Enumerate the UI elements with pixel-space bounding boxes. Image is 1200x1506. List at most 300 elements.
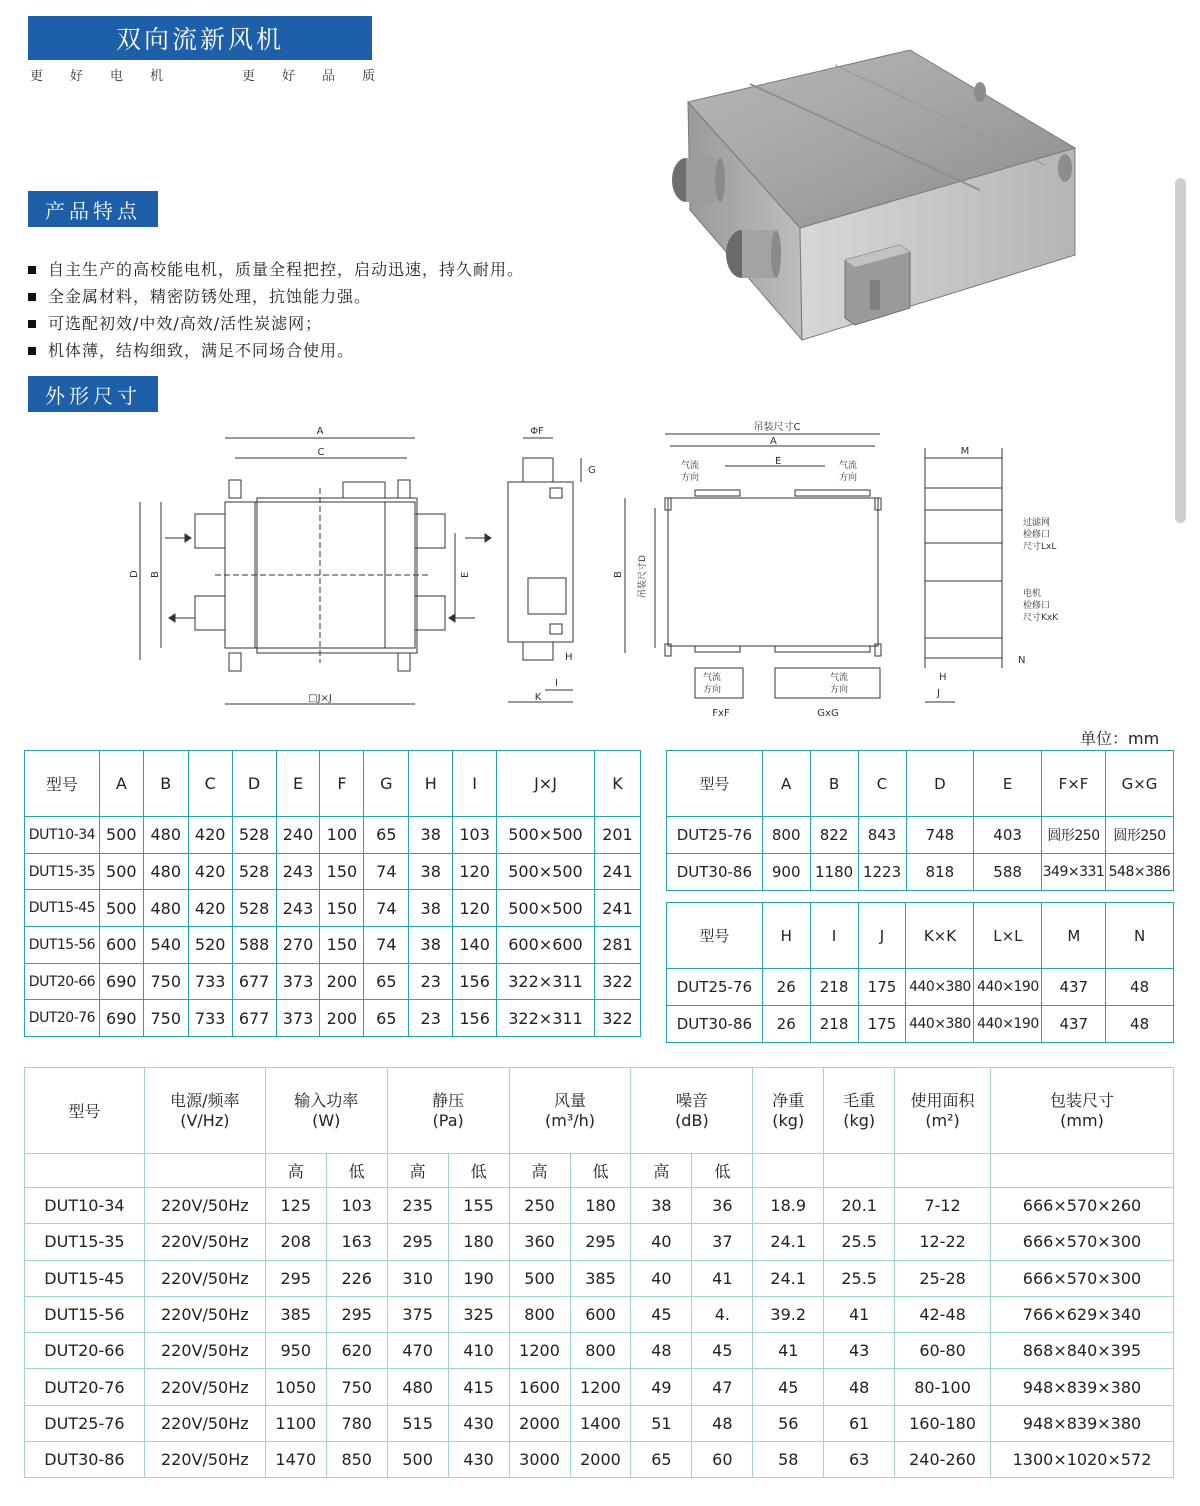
value-cell: 220V/50Hz — [144, 1296, 265, 1332]
subheader-cell: 高 — [265, 1154, 326, 1188]
value-cell: 200 — [320, 963, 364, 1000]
value-cell: 440×190 — [974, 969, 1042, 1006]
model-cell: DUT25-76 — [25, 1405, 145, 1441]
table-row — [25, 1296, 1174, 1332]
value-cell: 480 — [143, 817, 188, 854]
table-row — [25, 1333, 1174, 1369]
value-cell: 240 — [276, 817, 320, 854]
value-cell: 38 — [631, 1188, 692, 1224]
value-cell: 748 — [906, 817, 974, 854]
header-row — [667, 903, 1174, 969]
value-cell: 528 — [232, 890, 276, 927]
model-cell: DUT15-56 — [25, 1296, 145, 1332]
airflow-label: 气流 — [703, 673, 722, 683]
filter-label: 检修口 — [1023, 530, 1051, 540]
value-cell: 圆形250 — [1105, 817, 1173, 854]
empty-cell — [895, 1154, 991, 1188]
value-cell: 220V/50Hz — [144, 1260, 265, 1296]
value-cell: 220V/50Hz — [144, 1369, 265, 1405]
value-cell: 74 — [364, 890, 409, 927]
header-text: 毛重 — [843, 1090, 876, 1110]
subheader-cell: 高 — [631, 1154, 692, 1188]
slogan-char: 电 — [110, 69, 124, 84]
dim-label: K — [534, 692, 542, 703]
slogan-char: 更 — [241, 69, 255, 84]
value-cell: 103 — [326, 1188, 387, 1224]
model-cell: DUT20-66 — [25, 963, 100, 1000]
value-cell: 24.1 — [753, 1224, 824, 1260]
value-cell: 500×500 — [497, 817, 595, 854]
header-text: 输入功率 — [294, 1090, 359, 1110]
value-cell: 23 — [409, 963, 453, 1000]
feature-text: 自主生产的高校能电机，质量全程把控，启动迅速，持久耐用。 — [48, 259, 525, 279]
value-cell: 圆形250 — [1042, 817, 1106, 854]
value-cell: 38 — [409, 817, 453, 854]
header-cell: C — [858, 751, 906, 817]
value-cell: 281 — [594, 927, 640, 964]
header-text: 型号 — [68, 1102, 101, 1121]
table-row — [667, 1006, 1174, 1043]
value-cell: 25.5 — [824, 1260, 895, 1296]
value-cell: 750 — [326, 1369, 387, 1405]
value-cell: 2000 — [570, 1442, 631, 1478]
value-cell: 420 — [188, 853, 232, 890]
value-cell: 150 — [320, 927, 364, 964]
value-cell: 48 — [631, 1333, 692, 1369]
value-cell: 1100 — [265, 1405, 326, 1441]
value-cell: 750 — [143, 963, 188, 1000]
header-cell — [824, 1068, 895, 1154]
dim-label: N — [1018, 655, 1026, 666]
header-cell: G — [364, 751, 409, 817]
header-cell: A — [762, 751, 810, 817]
table-row — [667, 969, 1174, 1006]
dim-label: H — [565, 652, 573, 663]
value-cell: 180 — [570, 1188, 631, 1224]
value-cell: 120 — [453, 853, 497, 890]
value-cell: 65 — [364, 817, 409, 854]
value-cell: 868×840×395 — [991, 1333, 1174, 1369]
value-cell: 677 — [232, 1000, 276, 1037]
value-cell: 42-48 — [895, 1296, 991, 1332]
value-cell: 1200 — [509, 1333, 570, 1369]
value-cell: 49 — [631, 1369, 692, 1405]
value-cell: 270 — [276, 927, 320, 964]
header-cell: B — [810, 751, 858, 817]
value-cell: 403 — [974, 817, 1042, 854]
value-cell: 220V/50Hz — [144, 1188, 265, 1224]
value-cell: 155 — [448, 1188, 509, 1224]
header-cell — [144, 1068, 265, 1154]
header-cell — [753, 1068, 824, 1154]
value-cell: 385 — [570, 1260, 631, 1296]
value-cell: 218 — [810, 969, 858, 1006]
value-cell: 156 — [453, 1000, 497, 1037]
value-cell: 733 — [188, 963, 232, 1000]
value-cell: 1180 — [810, 854, 858, 891]
motor-label: 尺寸KxK — [1023, 613, 1059, 623]
value-cell: 80-100 — [895, 1369, 991, 1405]
slogans — [30, 65, 375, 84]
filter-label: 尺寸LxL — [1023, 542, 1057, 552]
model-cell: DUT20-76 — [25, 1369, 145, 1405]
value-cell: 61 — [824, 1405, 895, 1441]
feature-text: 全金属材料，精密防锈处理，抗蚀能力强。 — [48, 286, 372, 306]
value-cell: 4. — [692, 1296, 753, 1332]
model-cell: DUT15-56 — [25, 927, 100, 964]
header-unit: (m³/h) — [545, 1110, 596, 1130]
feature-item — [28, 283, 524, 310]
value-cell: 45 — [631, 1296, 692, 1332]
value-cell: 822 — [810, 817, 858, 854]
table-row — [25, 1260, 1174, 1296]
model-cell: DUT30-86 — [667, 1006, 763, 1043]
value-cell: 1300×1020×572 — [991, 1442, 1174, 1478]
value-cell: 48 — [1106, 1006, 1174, 1043]
model-cell: DUT15-35 — [25, 853, 100, 890]
model-cell: DUT10-34 — [25, 1188, 145, 1224]
value-cell: 588 — [232, 927, 276, 964]
dim-label: G — [588, 465, 596, 476]
value-cell: 1400 — [570, 1405, 631, 1441]
value-cell: 45 — [692, 1333, 753, 1369]
header-text: 噪音 — [675, 1090, 708, 1110]
dim-label: E — [775, 456, 782, 467]
dim-label: E — [460, 571, 471, 578]
header-cell: F — [320, 751, 364, 817]
value-cell: 620 — [326, 1333, 387, 1369]
dimensions-section-label — [28, 376, 158, 412]
direction-label: 方向 — [830, 685, 849, 695]
header-cell: B — [143, 751, 188, 817]
value-cell: 666×570×260 — [991, 1188, 1174, 1224]
value-cell: 1200 — [570, 1369, 631, 1405]
airflow-label: 气流 — [681, 461, 700, 471]
model-cell: DUT25-76 — [667, 969, 763, 1006]
header-unit: (V/Hz) — [180, 1110, 230, 1130]
header-cell — [991, 1068, 1174, 1154]
value-cell: 515 — [387, 1405, 448, 1441]
feature-text: 机体薄，结构细致，满足不同场合使用。 — [48, 340, 355, 360]
model-cell: DUT20-76 — [25, 1000, 100, 1037]
dim-label: FxF — [712, 708, 730, 719]
dimensions-section-title: 外形尺寸 — [45, 383, 141, 408]
filter-label: 过滤网 — [1023, 518, 1051, 528]
header-row — [667, 751, 1174, 817]
performance-subheader-row — [25, 1154, 1174, 1188]
header-unit: (mm) — [1060, 1110, 1104, 1130]
model-cell: DUT15-35 — [25, 1224, 145, 1260]
value-cell: 156 — [453, 963, 497, 1000]
value-cell: 190 — [448, 1260, 509, 1296]
header-cell — [895, 1068, 991, 1154]
header-cell: E — [276, 751, 320, 817]
value-cell: 39.2 — [753, 1296, 824, 1332]
table-row — [25, 1405, 1174, 1441]
value-cell: 440×190 — [974, 1006, 1042, 1043]
value-cell: 65 — [631, 1442, 692, 1478]
value-cell: 65 — [364, 1000, 409, 1037]
value-cell: 24.1 — [753, 1260, 824, 1296]
value-cell: 295 — [570, 1224, 631, 1260]
value-cell: 220V/50Hz — [144, 1224, 265, 1260]
value-cell: 373 — [276, 1000, 320, 1037]
header-cell — [631, 1068, 753, 1154]
table-row — [25, 853, 641, 890]
performance-header-row — [25, 1068, 1174, 1154]
value-cell: 140 — [453, 927, 497, 964]
value-cell: 666×570×300 — [991, 1260, 1174, 1296]
model-cell: DUT25-76 — [667, 817, 763, 854]
value-cell: 36 — [692, 1188, 753, 1224]
product-photo — [660, 40, 1090, 350]
header-cell: M — [1042, 903, 1106, 969]
direction-label: 方向 — [681, 473, 700, 483]
value-cell: 48 — [1106, 969, 1174, 1006]
dim-label: M — [960, 446, 970, 457]
value-cell: 18.9 — [753, 1188, 824, 1224]
value-cell: 430 — [448, 1442, 509, 1478]
value-cell: 540 — [143, 927, 188, 964]
value-cell: 12-22 — [895, 1224, 991, 1260]
value-cell: 420 — [188, 817, 232, 854]
value-cell: 677 — [232, 963, 276, 1000]
value-cell: 60-80 — [895, 1333, 991, 1369]
value-cell: 690 — [99, 1000, 143, 1037]
drawing-top-view — [129, 426, 491, 704]
value-cell: 37 — [692, 1224, 753, 1260]
table-row — [25, 1188, 1174, 1224]
performance-table — [24, 1067, 1174, 1478]
value-cell: 310 — [387, 1260, 448, 1296]
header-text: 静压 — [432, 1090, 465, 1110]
value-cell: 733 — [188, 1000, 232, 1037]
value-cell: 690 — [99, 963, 143, 1000]
slogan-char: 质 — [361, 69, 375, 84]
value-cell: 843 — [858, 817, 906, 854]
header-cell: I — [810, 903, 858, 969]
dim-label: B — [150, 571, 161, 578]
subheader-cell: 低 — [448, 1154, 509, 1188]
value-cell: 20.1 — [824, 1188, 895, 1224]
feature-item — [28, 310, 524, 337]
value-cell: 295 — [265, 1260, 326, 1296]
header-cell: N — [1106, 903, 1174, 969]
slogan-char: 机 — [150, 69, 164, 84]
table-row — [667, 854, 1174, 891]
scrollbar[interactable] — [1175, 178, 1186, 523]
empty-cell — [991, 1154, 1174, 1188]
value-cell: 500×500 — [497, 853, 595, 890]
model-cell: DUT15-45 — [25, 890, 100, 927]
value-cell: 322×311 — [497, 963, 595, 1000]
value-cell: 226 — [326, 1260, 387, 1296]
value-cell: 150 — [320, 890, 364, 927]
motor-label: 检修口 — [1023, 601, 1051, 611]
slogan-left — [30, 65, 190, 84]
value-cell: 74 — [364, 853, 409, 890]
value-cell: 780 — [326, 1405, 387, 1441]
value-cell: 325 — [448, 1296, 509, 1332]
features-section-label — [28, 191, 158, 227]
header-cell: 型号 — [667, 903, 763, 969]
direction-label: 方向 — [703, 685, 722, 695]
slogan-char: 好 — [70, 69, 84, 84]
value-cell: 766×629×340 — [991, 1296, 1174, 1332]
value-cell: 950 — [265, 1333, 326, 1369]
model-cell: DUT30-86 — [25, 1442, 145, 1478]
value-cell: 437 — [1042, 1006, 1106, 1043]
value-cell: 23 — [409, 1000, 453, 1037]
value-cell: 470 — [387, 1333, 448, 1369]
value-cell: 548×386 — [1105, 854, 1173, 891]
header-cell: H — [409, 751, 453, 817]
value-cell: 900 — [762, 854, 810, 891]
value-cell: 243 — [276, 890, 320, 927]
header-unit: (kg) — [843, 1110, 876, 1130]
slogan-char: 更 — [30, 69, 44, 84]
header-text: 电源/频率 — [170, 1090, 240, 1110]
value-cell: 440×380 — [906, 1006, 974, 1043]
header-unit: (m²) — [925, 1110, 960, 1130]
dim-label: J — [937, 688, 940, 699]
value-cell: 1470 — [265, 1442, 326, 1478]
value-cell: 41 — [753, 1333, 824, 1369]
airflow-label: 气流 — [839, 461, 858, 471]
value-cell: 410 — [448, 1333, 509, 1369]
dim-label: I — [555, 678, 558, 689]
table-row — [25, 1369, 1174, 1405]
value-cell: 48 — [692, 1405, 753, 1441]
value-cell: 43 — [824, 1333, 895, 1369]
dimension-drawings — [125, 418, 1059, 723]
value-cell: 45 — [753, 1369, 824, 1405]
value-cell: 26 — [762, 1006, 810, 1043]
value-cell: 160-180 — [895, 1405, 991, 1441]
value-cell: 500 — [509, 1260, 570, 1296]
value-cell: 800 — [762, 817, 810, 854]
drawing-side-view — [508, 426, 596, 703]
table-row — [25, 1224, 1174, 1260]
table-row — [25, 963, 641, 1000]
value-cell: 1600 — [509, 1369, 570, 1405]
value-cell: 385 — [265, 1296, 326, 1332]
value-cell: 220V/50Hz — [144, 1333, 265, 1369]
dim-label: 吊装尺寸C — [753, 422, 801, 433]
value-cell: 38 — [409, 853, 453, 890]
value-cell: 375 — [387, 1296, 448, 1332]
value-cell: 520 — [188, 927, 232, 964]
value-cell: 500 — [99, 817, 143, 854]
header-unit: (W) — [312, 1110, 341, 1130]
empty-cell — [753, 1154, 824, 1188]
value-cell: 100 — [320, 817, 364, 854]
dim-label: A — [770, 436, 777, 447]
dim-label: ΦF — [530, 426, 544, 437]
value-cell: 800 — [509, 1296, 570, 1332]
value-cell: 180 — [448, 1224, 509, 1260]
value-cell: 65 — [364, 963, 409, 1000]
value-cell: 1223 — [858, 854, 906, 891]
dimension-table-large-models-1 — [666, 750, 1174, 891]
value-cell: 430 — [448, 1405, 509, 1441]
header-cell: A — [99, 751, 143, 817]
value-cell: 74 — [364, 927, 409, 964]
value-cell: 500×500 — [497, 890, 595, 927]
subheader-cell: 高 — [509, 1154, 570, 1188]
value-cell: 47 — [692, 1369, 753, 1405]
value-cell: 1050 — [265, 1369, 326, 1405]
value-cell: 480 — [387, 1369, 448, 1405]
dim-label: C — [317, 447, 325, 458]
dim-label: □J×J — [308, 693, 332, 704]
slogan-char: 好 — [281, 69, 295, 84]
value-cell: 600 — [99, 927, 143, 964]
value-cell: 360 — [509, 1224, 570, 1260]
table-row — [667, 817, 1174, 854]
header-cell: G×G — [1105, 751, 1173, 817]
empty-cell — [25, 1154, 145, 1188]
header-cell: K×K — [906, 903, 974, 969]
value-cell: 220V/50Hz — [144, 1442, 265, 1478]
value-cell: 38 — [409, 927, 453, 964]
value-cell: 208 — [265, 1224, 326, 1260]
value-cell: 528 — [232, 817, 276, 854]
header-unit: (kg) — [772, 1110, 805, 1130]
header-text: 包装尺寸 — [1049, 1090, 1114, 1110]
dimension-table-small-models — [24, 750, 641, 1037]
value-cell: 528 — [232, 853, 276, 890]
feature-item — [28, 256, 524, 283]
bullet-icon — [28, 320, 36, 328]
value-cell: 600 — [570, 1296, 631, 1332]
header-row — [25, 751, 641, 817]
value-cell: 26 — [762, 969, 810, 1006]
slogan-char: 品 — [321, 69, 335, 84]
unit-label: 单位：mm — [1080, 729, 1160, 748]
header-cell: F×F — [1042, 751, 1106, 817]
dim-label: H — [939, 672, 947, 683]
header-cell: 型号 — [25, 751, 100, 817]
airflow-label: 气流 — [830, 673, 849, 683]
dim-label: A — [316, 426, 324, 437]
value-cell: 250 — [509, 1188, 570, 1224]
value-cell: 480 — [143, 890, 188, 927]
value-cell: 437 — [1042, 969, 1106, 1006]
value-cell: 51 — [631, 1405, 692, 1441]
value-cell: 243 — [276, 853, 320, 890]
model-cell: DUT30-86 — [667, 854, 763, 891]
header-cell: J×J — [497, 751, 595, 817]
subheader-cell: 高 — [387, 1154, 448, 1188]
value-cell: 850 — [326, 1442, 387, 1478]
value-cell: 38 — [409, 890, 453, 927]
table-row — [25, 1442, 1174, 1478]
bullet-icon — [28, 266, 36, 274]
subheader-cell: 低 — [692, 1154, 753, 1188]
slogan-right — [242, 65, 375, 84]
header-cell: D — [232, 751, 276, 817]
header-cell: H — [762, 903, 810, 969]
header-text: 净重 — [772, 1090, 805, 1110]
header-cell: E — [974, 751, 1042, 817]
header-cell: K — [594, 751, 640, 817]
subheader-cell: 低 — [326, 1154, 387, 1188]
header-cell — [387, 1068, 509, 1154]
value-cell: 420 — [188, 890, 232, 927]
value-cell: 440×380 — [906, 969, 974, 1006]
value-cell: 175 — [858, 969, 906, 1006]
